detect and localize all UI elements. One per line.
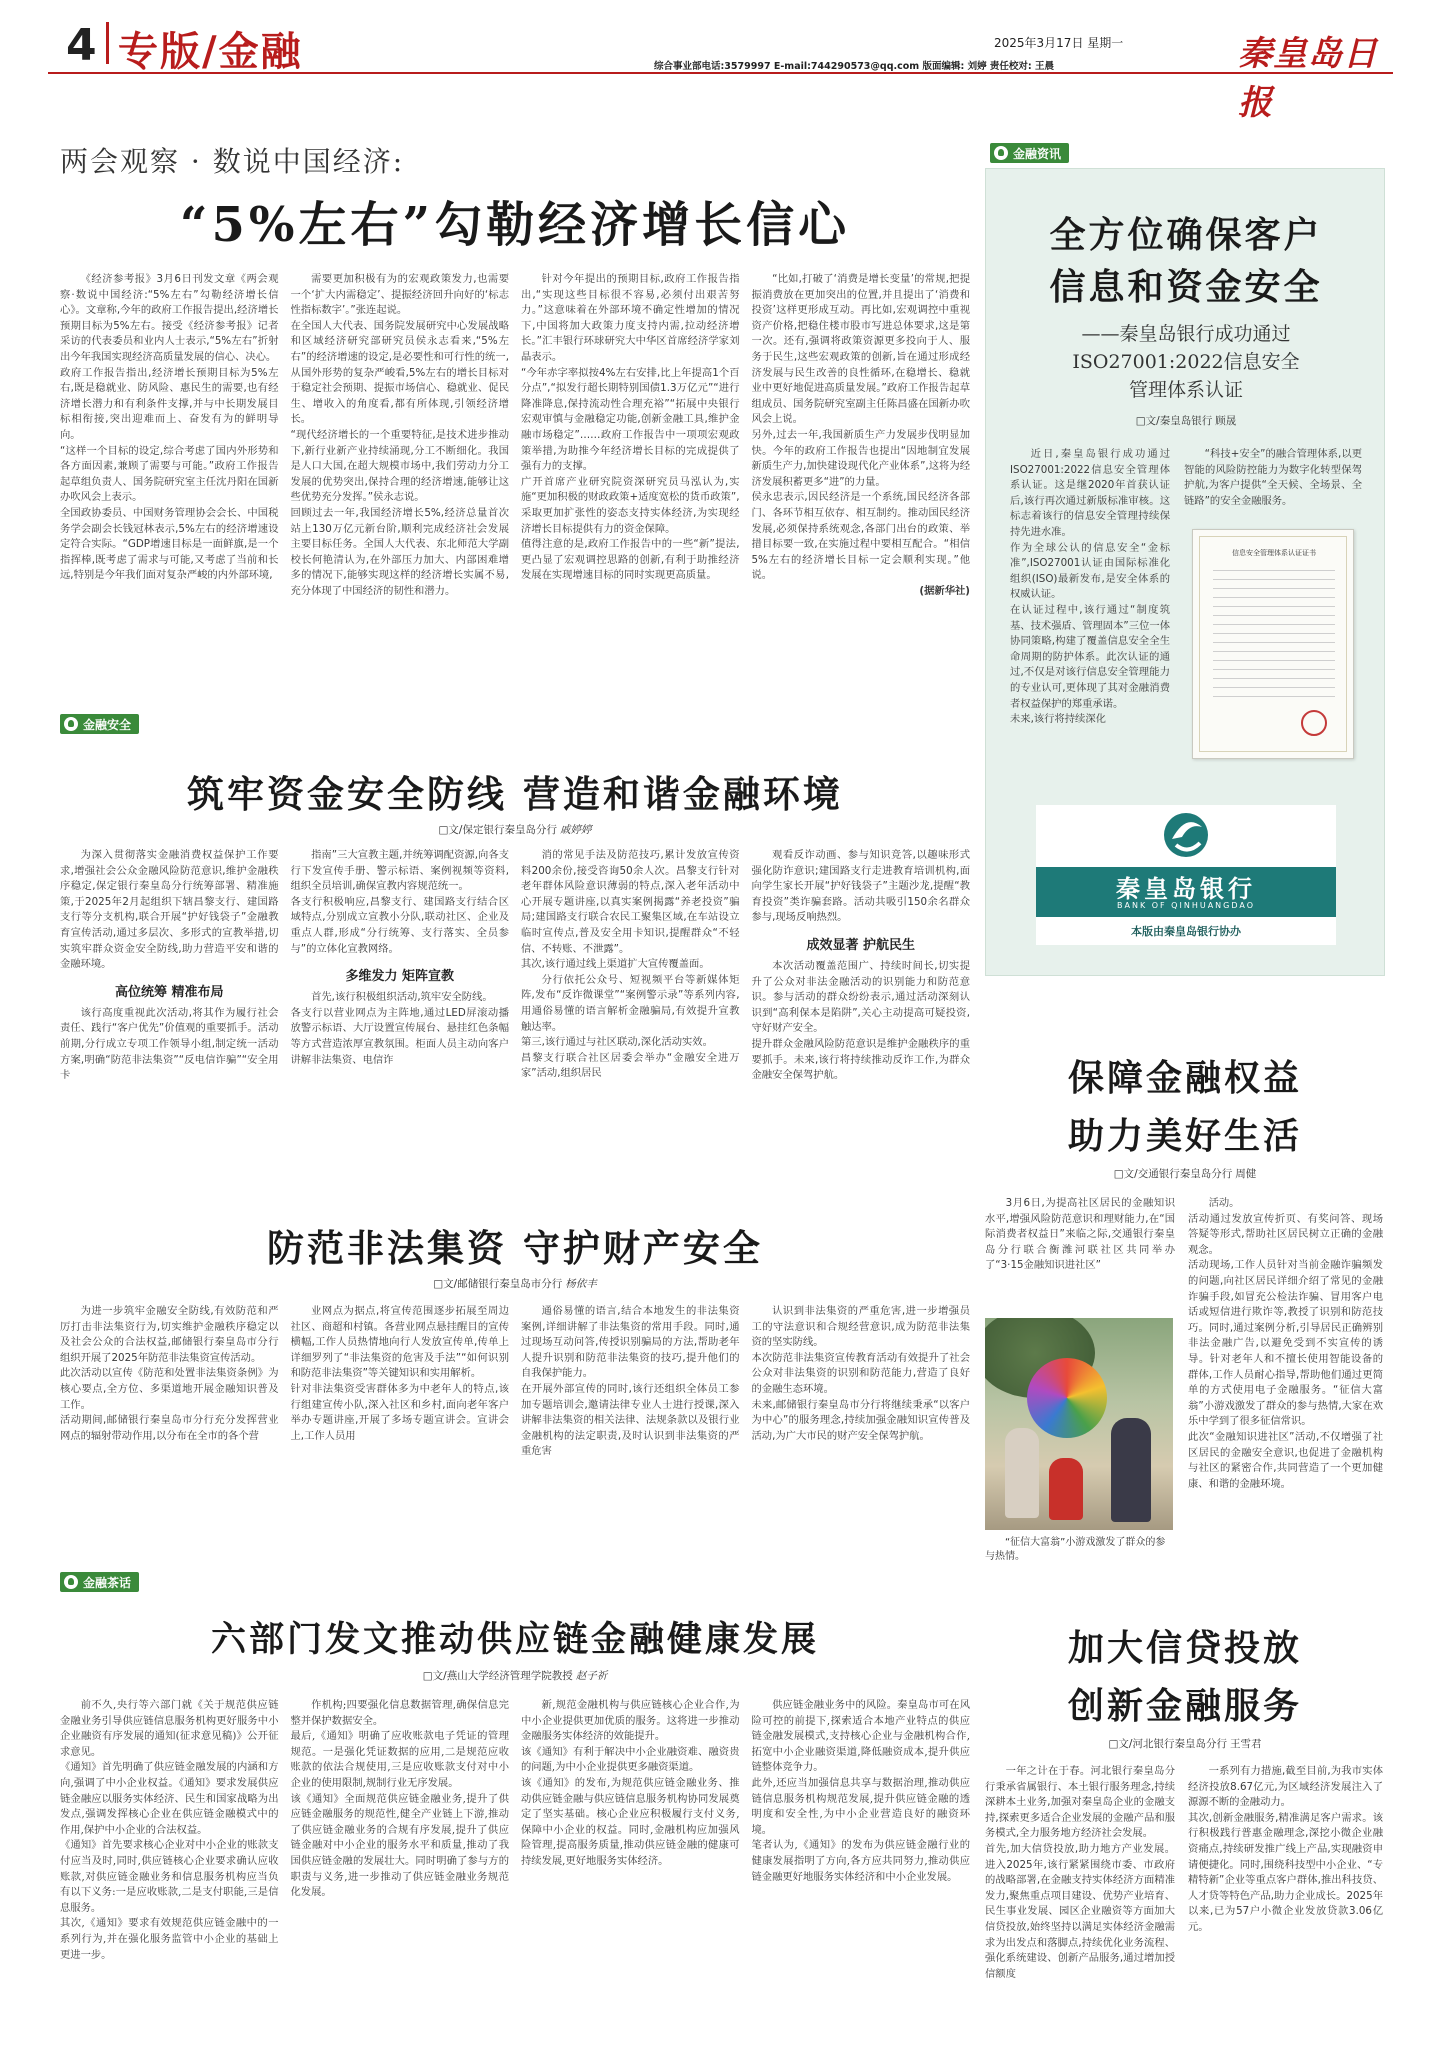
supply-col-3: 新,规范金融机构与供应链核心企业合作,为中小企业提供更加优质的服务。这将进一步推动金融服务实体经济的效能提升。 该《通知》有利于解决中小企业融资难、融资贵的问题,为中小企业提供更多融资渠道。 该《通知》的发布,为规范供应链金融业务、推动供应链金融与供应链信息服务机构协同发展奠定了坚实基础。核心企业应积极履行支付义务,保障中小企业的权益。同时,金融机构应加强风险管理,提高服务质量,推动供应链金融的健康可持续发展,更好地服务实体经济。 <box>521 1699 740 1867</box>
photo-caption: “征信大富翁”小游戏激发了群众的参与热情。 <box>985 1537 1166 1562</box>
supply-headline: 六部门发文推动供应链金融健康发展 <box>210 1619 819 1660</box>
lead-col-1: 《经济参考报》3月6日刊发文章《两会观察·数说中国经济:“5%左右”勾勒经济增长信心》。文章称,今年的政府工作报告提出,经济增长预期目标为5%左右。接受《经济参考报》记者采访的代表委员和业内人士表示,“5%左右”折射出今年我国实现经济高质量发展的信心、决心。 政府工作报告指出,经济增长预期目标为5%左右,既是稳就业、防风险、惠民生的需要,也有经济增长潜力和有利条件支撑,并与中长期发展目标相衔接,突出迎难而上、奋发有为的鲜明导向。 “这样一个目标的设定,综合考虑了国内外形势和各方面因素,兼顾了需要与可能。”政府工作报告起草组负责人、国务院研究室主任沈丹阳在国新办吹风会上表示。 全国政协委员、中国财务管理协会会长、中国税务学会副会长钱冠林表示,5%左右的经济增速设定符合实际。“GDP增速目标是一面鲜旗,是一个指挥棒,既考虑了需求与可能,又考虑了当前和长远,特别是今年我们面对复杂严峻的内外部环境, <box>60 273 279 582</box>
date-line: 2025年3月17日 星期一 <box>994 36 1124 50</box>
security-col-4-p2: 本次活动覆盖范围广、持续时间长,切实提升了公众对非法金融活动的识别能力和防范意识。参与活动的群众纷纷表示,通过活动深刻认识到“高利保本是陷阱”,关心主动提高可疑投资,守好财产安全。 提升群众金融风险防范意识是维护金融秩序的重要抓手。未来,该行将持续推动反诈工作,为群众金融安全保驾护航。 <box>751 959 970 1082</box>
anti-fund-col-4: 认识到非法集资的严重危害,进一步增强员工的守法意识和合规经营意识,成为防范非法集资的坚实防线。 本次防范非法集资宣传教育活动有效提升了社会公众对非法集资的识别和防范能力,营造了良好的金融生态环境。 未来,邮储银行秦皇岛市分行将继续秉承“以客户为中心”的服务理念,持续加强金融知识宣传普及活动,为广大市民的财产安全保驾护航。 <box>751 1305 970 1442</box>
lead-col-4-text: “比如,打破了‘消费是增长变量’的常规,把提振消费放在更加突出的位置,并且提出了‘消费和投资’这样更形成互动。再比如,宏观调控中重视资产价格,把稳住楼市股市写进总体要求,这是第一次。还有,强调将政策资源更多投向于人、服务于民生,这些宏观政策的创新,旨在通过形成经济发展与民生改善的良性循环,在稳增长、稳就业中更好地促进高质量发展。”政府工作报告起草组成员、国务院研究室副主任陈昌盛在国新办吹风会上说。 另外,过去一年,我国新质生产力发展步伐明显加快。今年的政府工作报告也提出“因地制宜发展新质生产力,加快建设现代化产业体系”,这将为经济发展积蓄更多“进”的力量。 侯永忠表示,因民经济是一个系统,国民经济各部门、各环节相互依存、相互制约。推动国民经济发展,必须保持系统观念,各部门出台的政策、举措目标要一致,在实施过程中要相互配合。“相信5%左右的经济增长目标一定会顺利实现。”他说。 <box>751 273 970 582</box>
anti-fund-headline: 防范非法集资 守护财产安全 <box>267 1226 763 1270</box>
bank-info-col-1: 近日,秦皇岛银行成功通过ISO27001:2022信息安全管理体系认证。这是继2020年首获认证后,该行再次通过新版标准审核。这标志着该行的信息安全管理持续保持先进水准。 作为全球公认的信息安全“金标准”,ISO27001认证由国际标准化组织(ISO)最新发布,是安全体系的权威认证。 在认证过程中,该行通过“制度筑基、技术强盾、管理固本”三位一体协同策略,构建了覆盖信息安全全生命周期的防护体系。此次认证的通过,不仅是对该行信息安全管理能力的专业认可,更体现了其对金融消费者权益保护的郑重承诺。 未来,该行将持续深化 <box>1010 448 1170 726</box>
security-byline <box>60 822 970 837</box>
supply-body <box>60 1698 970 2048</box>
section-divider <box>106 22 109 64</box>
photo-person-1 <box>1005 1428 1039 1518</box>
tag-label: 金融茶话 <box>83 1575 132 1590</box>
certificate-title: 信息安全管理体系认证证书 <box>1232 549 1316 557</box>
security-subhead-3: 成效显著 护航民生 <box>806 937 916 953</box>
lead-headline: “5%左右”勾勒经济增长信心 <box>179 197 851 253</box>
supply-byline-author: 赵子祈 <box>575 1670 608 1682</box>
bank-info-box <box>985 168 1385 976</box>
tag-label: 金融资讯 <box>1013 146 1062 161</box>
credit-headline-1: 加大信贷投放 <box>1067 1627 1302 1669</box>
bank-name-en: BANK OF QINHUANGDAO <box>1117 901 1255 910</box>
photo-person-2 <box>1111 1418 1151 1522</box>
security-col-4 <box>752 848 971 1188</box>
anti-fund-col-3: 通俗易懂的语言,结合本地发生的非法集资案例,详细讲解了非法集资的常用手段。同时,通过现场互动问答,传授识别骗局的方法,帮助老年人提升识别和防范非法集资的技巧,提升他们的自我保护能力。 在开展外部宣传的同时,该行还组织全体员工参加专题培训会,邀请法律专业人士进行授课,深入讲解非法集资的相关法律、法规条款以及银行业金融机构的法定职责,及时认识到非法集资的严重危害 <box>521 1305 740 1458</box>
supply-byline <box>60 1668 970 1683</box>
bank-info-byline <box>986 413 1386 428</box>
bank-info-sub-2: ISO27001:2022信息安全 <box>1072 351 1300 373</box>
supply-byline-org: □文/燕山大学经济管理学院教授 <box>422 1670 573 1682</box>
lead-col-2: 需要更加积极有为的宏观政策发力,也需要一个‘扩大内需稳定’、提振经济回升向好的‘标志性指标数字’。”张连起说。 在全国人大代表、国务院发展研究中心发展战略和区域经济研究部研究员侯永志看来,“5%左右”的经济增速的设定,是必要性和可行性的统一,从国外形势的复杂严峻看,5%左右的增长目标对于稳定社会预期、提振市场信心、稳就业、促民生、增收入的角度看,都有所体现,引领经济增长。 “现代经济增长的一个重要特征,是技术进步推动下,新行业新产业持续涌现,分工不断细化。我国是人口大国,在超大规模市场中,我们劳动力分工发展的优势突出,保持合理的经济增速,能够让这些优势充分发挥。”侯永志说。 回顾过去一年,我国经济增长5%,经济总量首次站上130万亿元新台阶,顺利完成经济社会发展主要目标任务。全国人大代表、东北师范大学副校长何艳清认为,在外部压力加大、内部困难增多的情况下,能够实现这样的经济增长实属不易,充分体现了中国经济的韧性和潜力。 <box>290 273 509 597</box>
tag-icon <box>64 1575 78 1589</box>
bank-logo-box <box>1036 805 1336 945</box>
bank-info-sub-1: ——秦皇岛银行成功通过 <box>1081 323 1291 345</box>
anti-fund-col-1: 为进一步筑牢金融安全防线,有效防范和严厉打击非法集资行为,切实维护金融秩序稳定以及社会公众的合法权益,邮储银行秦皇岛市分行组织开展了2025年防范非法集资宣传活动。 此次活动以宣传《防范和处置非法集资条例》为核心要点,全方位、多渠道地开展金融知识普及工作。 活动期间,邮储银行秦皇岛市分行充分发挥营业网点的辐射带动作用,以分布在全市的各个营 <box>60 1305 279 1442</box>
security-col-2-p2: 首先,该行积极组织活动,筑牢安全防线。 各支行以营业网点为主阵地,通过LED屏滚动播放警示标语、大厅设置宣传展台、悬挂红色条幅等方式营造浓厚宣教氛围。柜面人员主动向客户讲解非法集资、电信诈 <box>290 991 509 1066</box>
security-col-2-p1: 指南”三大宣教主题,并统筹调配资源,向各支行下发宣传手册、警示标语、案例视频等资料,组织全员培训,确保宣教内容规范统一。 各支行积极响应,昌黎支行、建国路支行结合区域特点,分别成立宣教小分队,联动社区、企业及重点人群,形成“分行统筹、支行落实、全员参与”的立体化宣教网络。 <box>290 849 509 955</box>
anti-fund-col-2: 业网点为据点,将宣传范围逐步拓展至周边社区、商超和村镇。各营业网点悬挂醒目的宣传横幅,工作人员热情地向行人发放宣传单,传单上详细罗列了“非法集资的危害及手法”“如何识别和防范非法集资”等关键知识和实用解析。 针对非法集资受害群体多为中老年人的特点,该行组建宣传小队,深入社区和乡村,面向老年客户举办专题讲座,开展了多场专题宣讲会。宣讲会上,工作人员用 <box>290 1305 509 1442</box>
security-headline: 筑牢资金安全防线 营造和谐金融环境 <box>187 772 843 816</box>
certificate-image <box>1192 529 1354 759</box>
bank-info-headline-1: 全方位确保客户 <box>1049 214 1323 256</box>
lead-kicker: 两会观察 · 数说中国经济: <box>60 145 405 178</box>
bank-logo-icon <box>1156 809 1216 863</box>
paper-name: 秦皇岛日报 <box>1238 34 1378 123</box>
bank-info-col-2: “科技+安全”的融合管理体系,以更智能的风险防控能力为数字化转型保驾护航,为客户提供“全天候、全场景、全链路”的安全金融服务。 <box>1184 448 1362 507</box>
tag-finance-news <box>990 143 1069 163</box>
rights-headline-1: 保障金融权益 <box>1067 1057 1302 1099</box>
lead-col-3: 针对今年提出的预期目标,政府工作报告指出,“实现这些目标很不容易,必须付出艰苦努力。”这意味着在外部环境不确定性增加的情况下,中国将加大政策力度支持内需,拉动经济增长。”汇丰银行环球研究大中华区首席经济学家刘晶表示。 “今年赤字率拟按4%左右安排,比上年提高1个百分点”,“拟发行超长期特别国债1.3万亿元”“进行降准降息,保持流动性合理充裕”“拓展中央银行宏观审慎与金融稳定功能,创新金融工具,维护金融市场稳定”……政府工作报告中一项项宏观政策举措,为助推今年经济增长目标的完成提供了强有力的支撑。 广开首席产业研究院资深研究员马泓认为,实施“更加积极的财政政策+适度宽松的货币政策”,采取更加扩张性的姿态支持实体经济,为实现经济增长目标提供有力的资金保障。 值得注意的是,政府工作报告中的一些“新”提法,更凸显了宏观调控思路的创新,有利于助推经济发展在实现增速目标的同时实现更高质量。 <box>521 273 740 582</box>
credit-col-1: 一年之计在于春。河北银行秦皇岛分行秉承省属银行、本土银行服务理念,持续深耕本土业务,加强对秦皇岛企业的金融支持,探索更多适合企业发展的金融产品和服务模式,全力服务地方经济社会发展。 首先,加大信贷投放,助力地方产业发展。进入2025年,该行紧紧围绕市委、市政府的战略部署,在金融支持实体经济方面精准发力,聚焦重点项目建设、优势产业培育、民生事业发展、园区企业融资等方面加大信贷投放,始终坚持以满足实体经济金融需求为出发点和落脚点,持续优化业务流程、强化系统建设、创新产品服务,通过增加授信额度 <box>985 1765 1175 1980</box>
page-number: 4 <box>66 20 97 71</box>
security-col-1-p2: 该行高度重视此次活动,将其作为履行社会责任、践行“客户优先”价值观的重要抓手。活动前期,分行成立专项工作领导小组,制定统一活动方案,明确“防范非法集资”“反电信诈骗”“安全用卡 <box>60 1006 279 1082</box>
rights-byline-org: □文/交通银行秦皇岛分行 <box>1113 1168 1233 1180</box>
security-col-3 <box>521 848 740 1188</box>
rights-byline <box>985 1166 1385 1181</box>
tag-label: 金融安全 <box>83 717 132 732</box>
bank-info-sub-3: 管理体系认证 <box>1128 379 1243 401</box>
security-subhead-2: 多维发力 矩阵宣教 <box>345 969 455 985</box>
tag-finance-talk <box>60 1572 139 1592</box>
contact-line: 综合事业部电话:3579997 E-mail:744290573@qq.com 版面编辑: 刘婷 责任校对: 王晨 <box>654 61 1055 72</box>
rights-headline-2: 助力美好生活 <box>1067 1115 1302 1157</box>
tag-icon <box>994 146 1008 160</box>
security-byline-author: 戚婷婷 <box>559 824 592 836</box>
lead-col-4 <box>752 272 971 668</box>
rights-col-1-top: 3月6日,为提高社区居民的金融知识水平,增强风险防范意识和理财能力,在“国际消费者权益日”来临之际,交通银行秦皇岛分行联合衡潍河联社区共同举办了“3·15金融知识进社区” <box>985 1197 1175 1272</box>
rights-byline-author: 周健 <box>1235 1168 1257 1180</box>
credit-col-2: 一系列有力措施,截至目前,为我市实体经济投放8.67亿元,为区域经济发展注入了源源不断的金融动力。 其次,创新金融服务,精准满足客户需求。该行积极践行普惠金融理念,深挖小微企业融资痛点,持续研发推广线上产品,实现融资申请便捷化。同时,围绕科技型中小企业、“专精特新”企业等重点客户群体,推出科技贷、人才贷等特色产品,助力企业成长。2025年以来,已为57户小微企业发放贷款3.06亿元。 <box>1188 1765 1383 1933</box>
supply-col-2: 作机构;四要强化信息数据管理,确保信息完整并保护数据安全。 最后,《通知》明确了应收账款电子凭证的管理规范。一是强化凭证数据的应用,二是规范应收账款的依法合规使用,三是应收账款支付对中小企业的使用限制,规制行业无序发展。 该《通知》全面规范供应链金融业务,提升了供应链金融服务的规范性,健全产业链上下游,推动了供应链金融业务的合规有序发展,提升了供应链金融对中小企业的服务水平和质量,推动了我国供应链金融的发展壮大。同时明确了参与方的职责与义务,进一步推动了供应链金融业务规范化发展。 <box>290 1699 509 1899</box>
photo-umbrella <box>1027 1358 1107 1438</box>
supply-col-4: 供应链金融业务中的风险。秦皇岛市可在风险可控的前提下,探索适合本地产业特点的供应链金融发展模式,支持核心企业与金融机构合作,拓宽中小企业融资渠道,降低融资成本,提升供应链整体竞争力。 此外,还应当加强信息共享与数据治理,推动供应链信息服务机构规范发展,提升供应链金融的透明度和安全性,为中小企业营造良好的融资环境。 笔者认为,《通知》的发布为供应链金融行业的健康发展指明了方向,各方应共同努力,推动供应链金融更好地服务实体经济和中小企业发展。 <box>751 1699 970 1883</box>
lead-body <box>60 272 970 668</box>
security-col-1 <box>60 848 279 1188</box>
anti-fund-byline-org: □文/邮储银行秦皇岛市分行 <box>433 1278 563 1290</box>
security-body <box>60 848 970 1188</box>
supply-col-1: 前不久,央行等六部门就《关于规范供应链金融业务引导供应链信息服务机构更好服务中小企业融资有序发展的通知(征求意见稿)》公开征求意见。 《通知》首先明确了供应链金融发展的内涵和方向,强调了中小企业权益。《通知》要求发展供应链金融应以服务实体经济、民生和国家战略为出发点,强调发挥核心企业在供应链金融模式中的作用,保护中小企业的合法权益。 《通知》首先要求核心企业对中小企业的账款支付应当及时,同时,供应链核心企业要求确认应收账款,对供应链金融业务和信息服务机构应当负有以下义务:一是应收账款,二是支付职能,三是信息服务。 其次,《通知》要求有效规范供应链金融中的一系列行为,并在强化服务监管中小企业的基础上更进一步。 <box>60 1699 279 1961</box>
security-col-2 <box>291 848 510 1188</box>
credit-byline-author: 王雪君 <box>1229 1738 1262 1750</box>
anti-fund-body <box>60 1304 970 1540</box>
bank-info-headline-2: 信息和资金安全 <box>1049 266 1323 308</box>
anti-fund-byline-author: 杨依丰 <box>565 1278 597 1290</box>
credit-byline <box>985 1736 1385 1751</box>
sponsor-line: 本版由秦皇岛银行协办 <box>1131 925 1241 938</box>
security-col-4-p1: 观看反诈动画、参与知识竞答,以趣味形式强化防诈意识;建国路支行走进教育培训机构,面向学生家长开展“护好钱袋子”主题沙龙,提醒“教育投资”类诈骗套路。活动共吸引150余名群众参与,现场反响热烈。 <box>751 849 970 924</box>
security-col-3-p1: 消的常见手法及防范技巧,累计发放宣传资料200余份,接受咨询50余人次。昌黎支行针对老年群体风险意识薄弱的特点,深入老年活动中心开展专题讲座,以真实案例揭露“养老投资”骗局;建国路支行联合农民工聚集区域,在车站设立临时宣传点,普及安全用卡知识,提醒群众“不轻信、不转账、不泄露”。 其次,该行通过线上渠道扩大宣传覆盖面。 <box>521 849 740 971</box>
section-title: 专版/金融 <box>118 28 303 75</box>
security-byline-org: □文/保定银行秦皇岛分行 <box>438 824 557 836</box>
tag-icon <box>64 717 78 731</box>
lead-source: (据新华社) <box>919 584 970 597</box>
certificate-seal-icon <box>1301 710 1327 736</box>
photo-child <box>1049 1458 1083 1520</box>
anti-fund-byline <box>60 1276 970 1291</box>
rights-col-2: 活动。 活动通过发放宣传折页、有奖问答、现场答疑等形式,帮助社区居民树立正确的金融观念。 活动现场,工作人员针对当前金融诈骗频发的问题,向社区居民详细介绍了常见的金融诈骗手段,如冒充公检法诈骗、冒用客户电话或短信进行欺诈等,教授了识别和防范技巧。同时,通过案例分析,引导居民正确辨别非法金融广告,以避免受到不实宣传的诱导。针对老年人和不擅长使用智能设备的群体,工作人员耐心指导,帮助他们通过更简单的方式使用电子金融服务。“征信大富翁”小游戏激发了群众的参与热情,大家在欢乐中学到了很多征信常识。 此次“金融知识进社区”活动,不仅增强了社区居民的金融安全意识,也促进了金融机构与社区的紧密合作,共同营造了一个更加健康、和谐的金融环境。 <box>1188 1197 1383 1490</box>
credit-byline-org: □文/河北银行秦皇岛分行 <box>1108 1738 1227 1750</box>
bank-name-cn: 秦皇岛银行 <box>1116 874 1256 903</box>
bank-info-byline-org: □文/秦皇岛银行 <box>1135 415 1213 427</box>
masthead <box>48 14 1393 123</box>
tag-financial-security <box>60 714 139 734</box>
bank-info-byline-author: 顾晟 <box>1215 415 1237 427</box>
security-subhead-1: 高位统筹 精准布局 <box>114 984 224 1000</box>
community-photo <box>985 1318 1173 1530</box>
certificate-lines <box>1213 570 1335 700</box>
security-col-1-p1: 为深入贯彻落实金融消费权益保护工作要求,增强社会公众金融风险防范意识,维护金融秩序稳定,保定银行秦皇岛分行统筹部署、精准施策,于2025年2月起组织下辖昌黎支行、建国路支行等分支机构,联合开展“护好钱袋子”金融教育宣传活动,通过多层次、多形式的宣教举措,切实筑牢群众资金安全防线,助力营造平安和谐的金融环境。 <box>60 849 279 971</box>
credit-headline-2: 创新金融服务 <box>1067 1685 1302 1727</box>
security-col-3-p2: 分行依托公众号、短视频平台等新媒体矩阵,发布“反诈微课堂”“案例警示录”等系列内容,用通俗易懂的语言解析金融骗局,有效提升宣教触达率。 第三,该行通过与社区联动,深化活动实效。 昌黎支行联合社区居委会举办“金融安全进万家”活动,组织居民 <box>521 973 740 1080</box>
